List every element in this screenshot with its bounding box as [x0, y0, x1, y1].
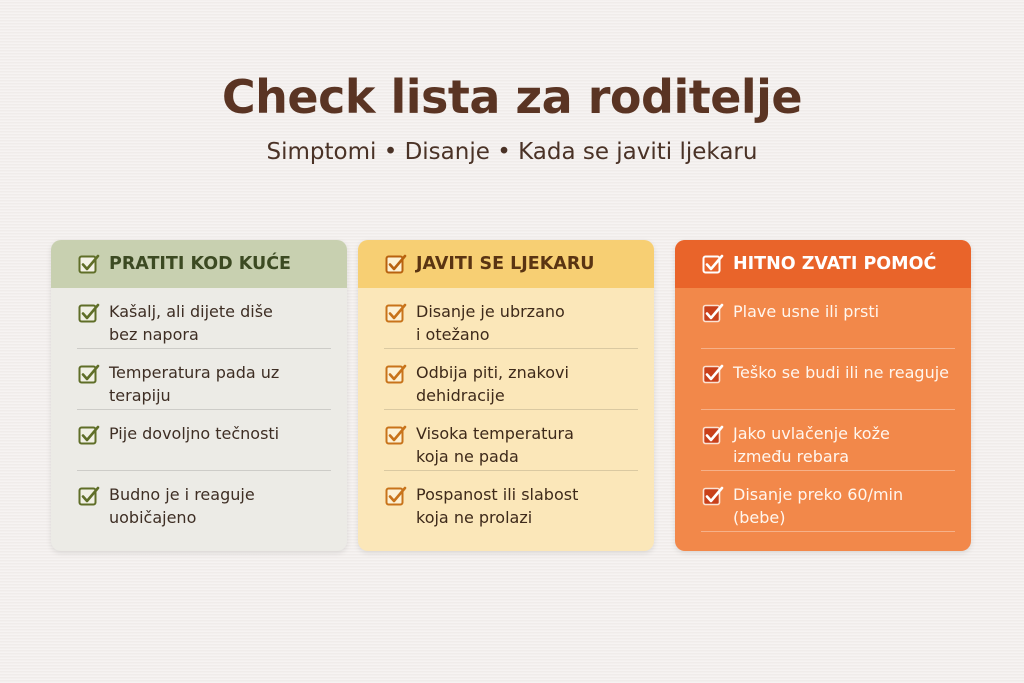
card-call-emergency: [675, 240, 971, 551]
checkbox-checked-icon: [384, 423, 408, 447]
list-item: [701, 288, 955, 349]
page-title: Check lista za roditelje: [221, 70, 803, 124]
list-item-text: Plave usne ili prsti: [733, 302, 880, 321]
list-item-text: Odbija piti, znakovi dehidracije: [416, 363, 569, 405]
checkbox-checked-icon: [77, 484, 101, 508]
list-item: [701, 349, 955, 410]
card-header: [51, 240, 347, 288]
card-heading: PRATITI KOD KUĆE: [109, 254, 292, 274]
list-item: [701, 410, 955, 471]
checkbox-checked-icon: [77, 301, 101, 325]
list-item-text: Pije dovoljno tečnosti: [109, 424, 280, 443]
list-item-text: Temperatura pada uz terapiju: [109, 363, 280, 405]
list-item: [77, 410, 331, 471]
list-item: [77, 349, 331, 410]
card-heading: JAVITI SE LJEKARU: [416, 254, 595, 274]
list-item-text: Jako uvlačenje kože između rebara: [733, 424, 890, 466]
list-item: [384, 471, 638, 532]
list-item: [77, 288, 331, 349]
card-contact-doctor: [358, 240, 654, 551]
list-item: [384, 288, 638, 349]
card-monitor-at-home: [51, 240, 347, 551]
list-item-text: Budno je i reaguje uobičajeno: [109, 485, 255, 527]
checkbox-checked-icon: [384, 252, 408, 276]
list-item-text: Kašalj, ali dijete diše bez napora: [109, 302, 273, 344]
list-item: [701, 471, 955, 532]
list-item: [384, 410, 638, 471]
checkbox-checked-icon: [701, 252, 725, 276]
list-item-text: Teško se budi ili ne reaguje: [733, 363, 950, 382]
checkbox-checked-icon: [77, 362, 101, 386]
checkbox-checked-icon: [384, 362, 408, 386]
checkbox-checked-icon: [384, 301, 408, 325]
page-subtitle: Simptomi • Disanje • Kada se javiti ljekaru: [266, 139, 758, 165]
checkbox-checked-icon: [77, 423, 101, 447]
checkbox-checked-icon: [77, 252, 101, 276]
checkbox-checked-icon: [701, 362, 725, 386]
checkbox-checked-icon: [701, 484, 725, 508]
list-item-text: Disanje preko 60/min (bebe): [733, 485, 904, 527]
card-header: [358, 240, 654, 288]
card-header: [675, 240, 971, 288]
list-item: [384, 349, 638, 410]
checkbox-checked-icon: [384, 484, 408, 508]
card-heading: HITNO ZVATI POMOĆ: [733, 254, 937, 274]
checkbox-checked-icon: [701, 423, 725, 447]
list-item-text: Pospanost ili slabost koja ne prolazi: [416, 485, 579, 527]
checkbox-checked-icon: [701, 301, 725, 325]
list-item-text: Visoka temperatura koja ne pada: [416, 424, 574, 466]
list-item: [77, 471, 331, 532]
list-item-text: Disanje je ubrzano i otežano: [416, 302, 565, 344]
